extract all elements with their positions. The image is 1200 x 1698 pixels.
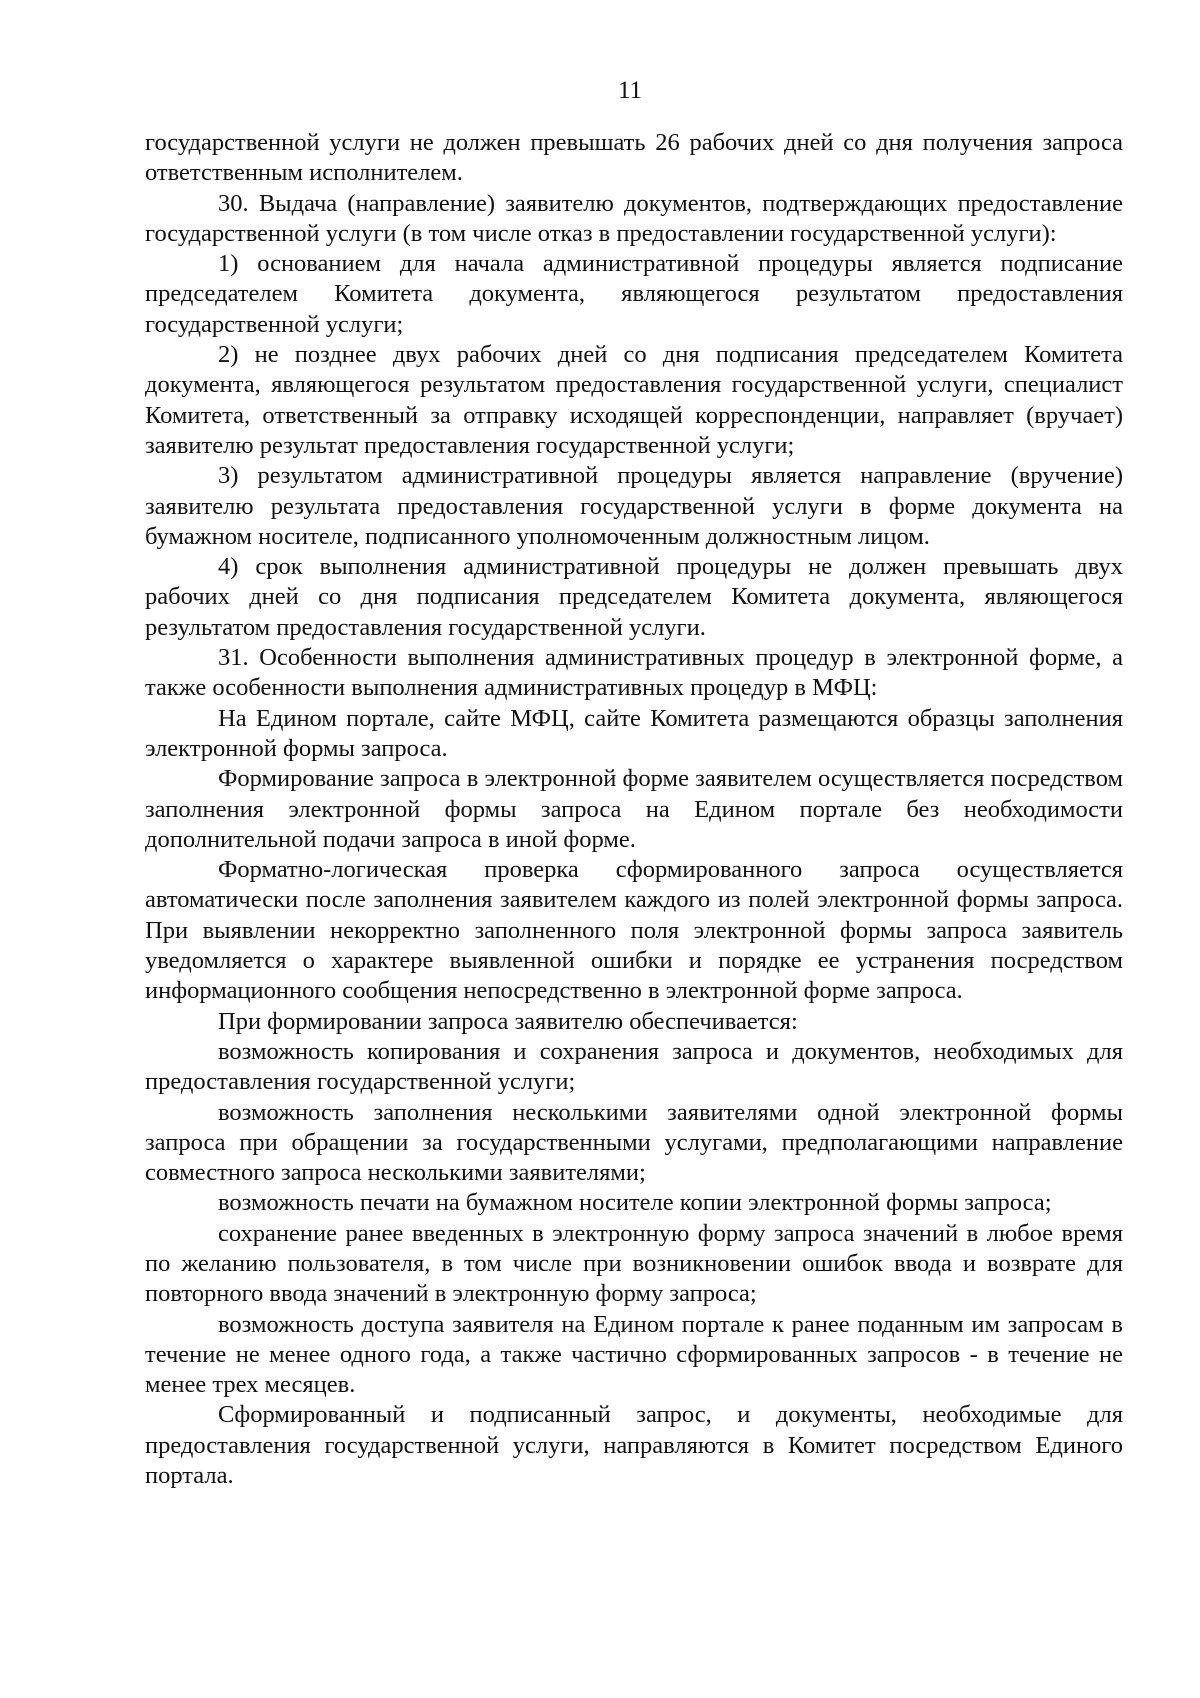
paragraph: 3) результатом административной процедуры является направление (вручение) заявителю результата предоставления государственной услуги в форме документа на бумажном носителе, подписанного уполномоченным должностным лицом. bbox=[145, 462, 1123, 550]
paragraph: возможность копирования и сохранения запроса и документов, необходимых для предоставления государственной услуги; bbox=[145, 1037, 1123, 1096]
paragraph: При формировании запроса заявителю обеспечивается: bbox=[218, 1007, 798, 1035]
paragraph: возможность печати на бумажном носителе копии электронной формы запроса; bbox=[218, 1189, 1052, 1217]
paragraph: 2) не позднее двух рабочих дней со дня подписания председателем Комитета документа, являющегося результатом предоставления государственной услуги, специалист Комитета, ответственный за отправку исходящей корреспонденции, направляет (вручает) заявителю результат предоставления государственной услуги; bbox=[145, 341, 1123, 459]
paragraph: 31. Особенности выполнения административных процедур в электронной форме, а также особенности выполнения административных процедур в МФЦ: bbox=[145, 644, 1123, 702]
paragraph: возможность заполнения несколькими заявителями одной электронной формы запроса при обращении за государственными услугами, предполагающими направление совместного запроса несколькими заявителями; bbox=[145, 1098, 1123, 1187]
page-number: 11 bbox=[617, 77, 643, 104]
paragraph: На Едином портале, сайте МФЦ, сайте Комитета размещаются образцы заполнения электронной формы запроса. bbox=[145, 704, 1123, 762]
paragraph: 1) основанием для начала административной процедуры является подписание председателем Комитета документа, являющегося результатом предоставления государственной услуги; bbox=[145, 250, 1123, 338]
paragraph: Формирование запроса в электронной форме заявителем осуществляется посредством заполнения электронной формы запроса на Едином портале без необходимости дополнительной подачи запроса в иной форме. bbox=[145, 765, 1123, 853]
paragraph: Сформированный и подписанный запрос, и документы, необходимые для предоставления государственной услуги, направляются в Комитет посредством Единого портала. bbox=[145, 1401, 1123, 1490]
paragraph: сохранение ранее введенных в электронную форму запроса значений в любое время по желанию пользователя, в том числе при возникновении ошибок ввода и возврате для повторного ввода значений в электронную форму запроса; bbox=[145, 1219, 1123, 1308]
document-body bbox=[145, 128, 1123, 1491]
paragraph: возможность доступа заявителя на Едином портале к ранее поданным им запросам в течение не менее одного года, а также частично сформированных запросов - в течение не менее трех месяцев. bbox=[145, 1310, 1123, 1399]
paragraph: 30. Выдача (направление) заявителю документов, подтверждающих предоставление государственной услуги (в том числе отказ в предоставлении государственной услуги): bbox=[145, 189, 1123, 247]
paragraph: Форматно-логическая проверка сформированного запроса осуществляется автоматически после заполнения заявителем каждого из полей электронной формы запроса. При выявлении некорректно заполненного поля электронной формы запроса заявитель уведомляется о характере выявленной ошибки и порядке ее устранения посредством информационного сообщения непосредственно в электронной форме запроса. bbox=[145, 856, 1123, 1005]
paragraph: государственной услуги не должен превышать 26 рабочих дней со дня получения запроса ответственным исполнителем. bbox=[145, 129, 1123, 187]
paragraph: 4) срок выполнения административной процедуры не должен превышать двух рабочих дней со дня подписания председателем Комитета документа, являющегося результатом предоставления государственной услуги. bbox=[145, 553, 1123, 641]
